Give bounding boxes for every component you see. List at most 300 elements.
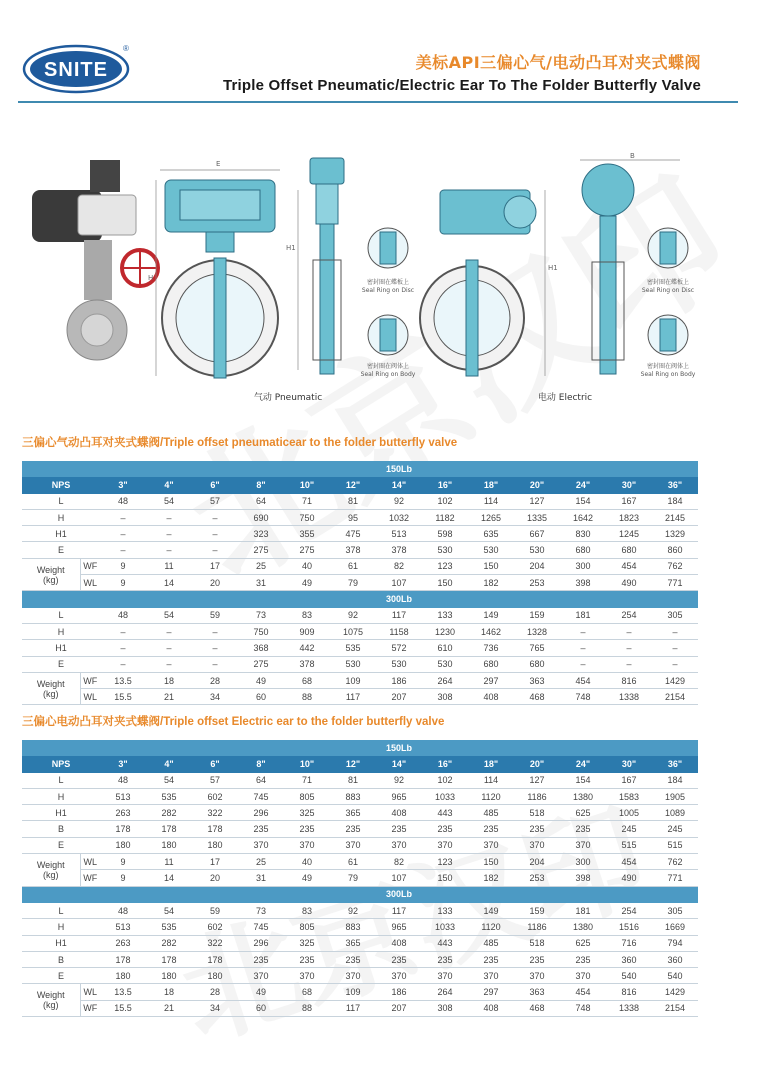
table-cell: 54 (146, 902, 192, 918)
table-cell: 355 (284, 526, 330, 542)
table-cell: 535 (146, 919, 192, 935)
size-header: 8" (238, 756, 284, 772)
table-cell: 635 (468, 526, 514, 542)
table-cell: 667 (514, 526, 560, 542)
table-cell: 1033 (422, 919, 468, 935)
table-cell: 1335 (514, 509, 560, 525)
table-cell: 282 (146, 805, 192, 821)
table-cell: 398 (560, 575, 606, 591)
table-cell: 34 (192, 689, 238, 705)
table-cell: 325 (284, 805, 330, 821)
table-cell: 123 (422, 558, 468, 574)
table-cell: 1120 (468, 919, 514, 935)
weight-label: Weight (kg) (22, 672, 80, 705)
table-cell: 296 (238, 805, 284, 821)
table-cell: 81 (330, 772, 376, 788)
snite-logo (22, 42, 134, 94)
table-cell: 25 (238, 558, 284, 574)
svg-text:密封圈在阀体上: 密封圈在阀体上 (646, 363, 690, 370)
size-header: 36" (652, 756, 698, 772)
table-cell: – (192, 656, 238, 672)
size-header: 20" (514, 756, 560, 772)
table-cell: 40 (284, 854, 330, 870)
table-row (22, 772, 698, 788)
pneumatic-spec-table (22, 461, 698, 705)
table-cell: 370 (284, 968, 330, 984)
table-cell: 300 (560, 854, 606, 870)
table-cell: 370 (560, 837, 606, 853)
table-row (22, 951, 698, 967)
table-cell: 750 (284, 509, 330, 525)
table-cell: 102 (422, 493, 468, 509)
table-cell: 159 (514, 902, 560, 918)
table-cell: – (606, 656, 652, 672)
table-cell: 530 (422, 656, 468, 672)
table-cell: – (100, 623, 146, 639)
size-header: 10" (284, 477, 330, 493)
table-cell: 254 (606, 607, 652, 623)
table-cell: 82 (376, 854, 422, 870)
table-cell: 178 (192, 951, 238, 967)
table-cell: 370 (422, 837, 468, 853)
table-cell: 535 (146, 788, 192, 804)
table-cell: 180 (192, 837, 238, 853)
table-cell: 370 (376, 837, 422, 853)
table-cell: 107 (376, 870, 422, 886)
table-cell: 13.5 (100, 672, 146, 688)
table-cell: 602 (192, 919, 238, 935)
table-cell: 370 (238, 837, 284, 853)
table-cell: 54 (146, 493, 192, 509)
table-cell: 680 (560, 542, 606, 558)
table-cell: 370 (514, 968, 560, 984)
table-cell: 1642 (560, 509, 606, 525)
size-header: 12" (330, 756, 376, 772)
table-cell: 235 (376, 951, 422, 967)
table-cell: 49 (284, 575, 330, 591)
weight-sub-label: WL (80, 984, 100, 1000)
table-row (22, 558, 698, 574)
table-cell: 454 (560, 984, 606, 1000)
table-cell: 1329 (652, 526, 698, 542)
electric-front-view (420, 190, 558, 376)
table-cell: 443 (422, 805, 468, 821)
size-header: 3" (100, 477, 146, 493)
table-cell: – (652, 656, 698, 672)
table-cell: 68 (284, 984, 330, 1000)
table-cell: 398 (560, 870, 606, 886)
size-header: 30" (606, 756, 652, 772)
table-cell: 28 (192, 984, 238, 1000)
table-cell: 2154 (652, 1000, 698, 1016)
class-band-row (22, 740, 698, 756)
table-cell: 490 (606, 870, 652, 886)
table-cell: 149 (468, 902, 514, 918)
table-cell: 1380 (560, 919, 606, 935)
table-row (22, 493, 698, 509)
table-cell: 794 (652, 935, 698, 951)
table-cell: 184 (652, 772, 698, 788)
table-cell: 745 (238, 788, 284, 804)
table-cell: 207 (376, 1000, 422, 1016)
table-cell: 540 (606, 968, 652, 984)
table-cell: 60 (238, 689, 284, 705)
table-cell: 680 (606, 542, 652, 558)
table-cell: 64 (238, 772, 284, 788)
table-cell: 71 (284, 493, 330, 509)
table-cell: 18 (146, 672, 192, 688)
table-cell: 235 (284, 951, 330, 967)
table-cell: 408 (376, 805, 422, 821)
table-cell: 235 (560, 821, 606, 837)
table-cell: 485 (468, 805, 514, 821)
table-cell: 308 (422, 1000, 468, 1016)
table-cell: 572 (376, 640, 422, 656)
table-row (22, 542, 698, 558)
table-cell: 750 (238, 623, 284, 639)
table-cell: 11 (146, 558, 192, 574)
table-cell: 235 (330, 821, 376, 837)
table-cell: 1005 (606, 805, 652, 821)
nps-header: NPS (22, 477, 100, 493)
table-cell: 127 (514, 772, 560, 788)
table-cell: 107 (376, 575, 422, 591)
table-cell: 1669 (652, 919, 698, 935)
table-cell: 235 (284, 821, 330, 837)
table-cell: 245 (606, 821, 652, 837)
table-cell: 860 (652, 542, 698, 558)
table-cell: 370 (330, 837, 376, 853)
table-cell: 178 (100, 821, 146, 837)
table-cell: 253 (514, 575, 560, 591)
row-label: L (22, 493, 100, 509)
table-cell: 49 (238, 984, 284, 1000)
table-cell: – (146, 509, 192, 525)
table-cell: 530 (468, 542, 514, 558)
table-cell: 92 (376, 772, 422, 788)
row-label: E (22, 656, 100, 672)
table-cell: 15.5 (100, 1000, 146, 1016)
table-cell: 468 (514, 689, 560, 705)
table-cell: 1823 (606, 509, 652, 525)
table-cell: 60 (238, 1000, 284, 1016)
pneumatic-front-view (148, 160, 280, 378)
table-cell: 805 (284, 919, 330, 935)
table-cell: 771 (652, 870, 698, 886)
table-cell: 297 (468, 672, 514, 688)
table-cell: 1429 (652, 984, 698, 1000)
table-cell: 235 (514, 951, 560, 967)
row-label: H (22, 623, 100, 639)
weight-label: Weight (kg) (22, 984, 80, 1017)
table-cell: 771 (652, 575, 698, 591)
table-cell: 49 (238, 672, 284, 688)
table-cell: – (146, 623, 192, 639)
table-cell: – (100, 656, 146, 672)
table-cell: 370 (284, 837, 330, 853)
row-label: H1 (22, 935, 100, 951)
table-cell: 370 (560, 968, 606, 984)
table-cell: 513 (100, 919, 146, 935)
table-cell: 322 (192, 935, 238, 951)
seal-disc-cn: 密封圈在蝶板上 (366, 279, 410, 286)
table-cell: 235 (514, 821, 560, 837)
table-cell: – (146, 640, 192, 656)
table-cell: 305 (652, 902, 698, 918)
class-band-row (22, 886, 698, 902)
table-cell: 454 (606, 558, 652, 574)
table-cell: 235 (376, 821, 422, 837)
table-cell: 535 (330, 640, 376, 656)
table-cell: 370 (468, 968, 514, 984)
table-cell: 82 (376, 558, 422, 574)
table-cell: 515 (652, 837, 698, 853)
table-cell: 275 (238, 656, 284, 672)
table-row (22, 656, 698, 672)
table-row (22, 854, 698, 870)
table-cell: 154 (560, 772, 606, 788)
table-cell: 117 (376, 902, 422, 918)
class-band-label: 150Lb (100, 461, 698, 477)
table-cell: 1033 (422, 788, 468, 804)
table-cell: 150 (468, 558, 514, 574)
class-band-row (22, 591, 698, 607)
table-cell: 275 (284, 542, 330, 558)
weight-sub-label: WF (80, 558, 100, 574)
size-header: 18" (468, 756, 514, 772)
weight-sub-label: WL (80, 689, 100, 705)
table-cell: 297 (468, 984, 514, 1000)
table-cell: 625 (560, 805, 606, 821)
weight-label: Weight (kg) (22, 558, 80, 591)
table-cell: 1338 (606, 689, 652, 705)
table-cell: 73 (238, 607, 284, 623)
table-cell: 48 (100, 607, 146, 623)
table-cell: 48 (100, 772, 146, 788)
table-cell: 2154 (652, 689, 698, 705)
table-cell: 49 (284, 870, 330, 886)
valve-drawings (20, 150, 740, 410)
table-cell: 308 (422, 689, 468, 705)
table-cell: 748 (560, 689, 606, 705)
table-cell: 204 (514, 558, 560, 574)
table-cell: 92 (330, 902, 376, 918)
table-cell: 167 (606, 493, 652, 509)
table-cell: 207 (376, 689, 422, 705)
valve-figure (20, 150, 740, 410)
table-cell: 61 (330, 854, 376, 870)
table-cell: 408 (468, 1000, 514, 1016)
table-cell: 68 (284, 672, 330, 688)
table-cell: 1186 (514, 919, 560, 935)
table-cell: – (192, 542, 238, 558)
table-cell: 263 (100, 935, 146, 951)
table-cell: 9 (100, 575, 146, 591)
table-cell: 180 (146, 837, 192, 853)
table-cell: 20 (192, 575, 238, 591)
row-label: L (22, 772, 100, 788)
table-cell: 365 (330, 805, 376, 821)
table-cell: 370 (330, 968, 376, 984)
table-cell: 117 (330, 1000, 376, 1016)
row-label: H1 (22, 640, 100, 656)
table-cell: 48 (100, 493, 146, 509)
nps-header-row (22, 477, 698, 493)
table-cell: 18 (146, 984, 192, 1000)
table-cell: 602 (192, 788, 238, 804)
table-cell: 909 (284, 623, 330, 639)
table-cell: 1905 (652, 788, 698, 804)
table-row (22, 788, 698, 804)
table-cell: 182 (468, 575, 514, 591)
table-cell: 1245 (606, 526, 652, 542)
table-row (22, 607, 698, 623)
table-cell: 408 (376, 935, 422, 951)
table-cell: 182 (468, 870, 514, 886)
table-cell: 114 (468, 772, 514, 788)
table-row (22, 1000, 698, 1016)
seal-body-en: Seal Ring on Body (360, 371, 416, 378)
size-header: 6" (192, 756, 238, 772)
table-cell: 109 (330, 672, 376, 688)
table-cell: 180 (146, 968, 192, 984)
table-cell: 109 (330, 984, 376, 1000)
table-cell: 14 (146, 870, 192, 886)
table-cell: – (192, 623, 238, 639)
table-cell: 454 (606, 854, 652, 870)
table-cell: 540 (652, 968, 698, 984)
electric-spec-table (22, 740, 698, 1017)
pneumatic-side-view (286, 158, 344, 374)
table-row (22, 640, 698, 656)
weight-sub-label: WF (80, 1000, 100, 1016)
table-cell: 370 (514, 837, 560, 853)
table-row (22, 902, 698, 918)
table-cell: 716 (606, 935, 652, 951)
table-cell: 762 (652, 558, 698, 574)
size-header: 18" (468, 477, 514, 493)
table-cell: 254 (606, 902, 652, 918)
table-cell: 117 (330, 689, 376, 705)
table-cell: 1462 (468, 623, 514, 639)
table-cell: 127 (514, 493, 560, 509)
svg-text:Seal Ring on Disc: Seal Ring on Disc (641, 287, 695, 294)
row-label: H1 (22, 526, 100, 542)
table-cell: 48 (100, 902, 146, 918)
table-cell: 9 (100, 870, 146, 886)
table-cell: – (652, 623, 698, 639)
table-cell: 95 (330, 509, 376, 525)
table-cell: 680 (468, 656, 514, 672)
table-cell: – (100, 542, 146, 558)
table-cell: 235 (422, 951, 468, 967)
table-cell: 15.5 (100, 689, 146, 705)
electric-seal-details (641, 228, 696, 378)
table-cell: 370 (376, 968, 422, 984)
table-cell: 40 (284, 558, 330, 574)
table-cell: 883 (330, 788, 376, 804)
table-cell: – (146, 656, 192, 672)
table-cell: 275 (238, 542, 284, 558)
row-label: H1 (22, 805, 100, 821)
class-band-label: 300Lb (100, 886, 698, 902)
table-cell: 2145 (652, 509, 698, 525)
table-cell: 235 (330, 951, 376, 967)
table-cell: 370 (238, 968, 284, 984)
table-cell: 17 (192, 854, 238, 870)
class-band-label: 300Lb (100, 591, 698, 607)
table-cell: – (192, 526, 238, 542)
table-cell: 365 (330, 935, 376, 951)
table-cell: 1380 (560, 788, 606, 804)
class-band-label: 150Lb (100, 740, 698, 756)
table-cell: 21 (146, 689, 192, 705)
table-cell: 181 (560, 607, 606, 623)
size-header: 36" (652, 477, 698, 493)
seal-disc-en: Seal Ring on Disc (361, 287, 415, 294)
table-cell: – (146, 526, 192, 542)
table-cell: 378 (330, 542, 376, 558)
table-cell: 235 (238, 821, 284, 837)
weight-sub-label: WF (80, 870, 100, 886)
table-cell: 114 (468, 493, 514, 509)
table-cell: 253 (514, 870, 560, 886)
table-cell: 92 (330, 607, 376, 623)
table-cell: 485 (468, 935, 514, 951)
table-cell: 816 (606, 984, 652, 1000)
table-cell: 490 (606, 575, 652, 591)
table-cell: 150 (468, 854, 514, 870)
table-cell: 805 (284, 788, 330, 804)
nps-header-row (22, 756, 698, 772)
registered-mark: ® (123, 44, 129, 53)
table-cell: 123 (422, 854, 468, 870)
table-cell: 264 (422, 672, 468, 688)
table-cell: 59 (192, 902, 238, 918)
table-cell: 1429 (652, 672, 698, 688)
table-cell: 515 (606, 837, 652, 853)
table-cell: – (606, 640, 652, 656)
dim-h-label: H (148, 274, 154, 282)
table-cell: 61 (330, 558, 376, 574)
table-cell: 133 (422, 902, 468, 918)
row-label: E (22, 837, 100, 853)
table-cell: 368 (238, 640, 284, 656)
row-label: B (22, 821, 100, 837)
table-cell: 180 (192, 968, 238, 984)
table-cell: – (560, 656, 606, 672)
size-header: 8" (238, 477, 284, 493)
table-cell: 408 (468, 689, 514, 705)
row-label: E (22, 968, 100, 984)
table-cell: 475 (330, 526, 376, 542)
table-cell: – (192, 640, 238, 656)
table-row (22, 575, 698, 591)
table-cell: 235 (468, 821, 514, 837)
table-cell: 149 (468, 607, 514, 623)
table-cell: – (560, 640, 606, 656)
size-header: 16" (422, 756, 468, 772)
table-cell: 204 (514, 854, 560, 870)
table-row (22, 821, 698, 837)
table-cell: 57 (192, 493, 238, 509)
table-cell: 57 (192, 772, 238, 788)
header-divider (18, 101, 738, 103)
table-cell: 92 (376, 493, 422, 509)
row-label: E (22, 542, 100, 558)
table-cell: 363 (514, 672, 560, 688)
table-cell: 443 (422, 935, 468, 951)
